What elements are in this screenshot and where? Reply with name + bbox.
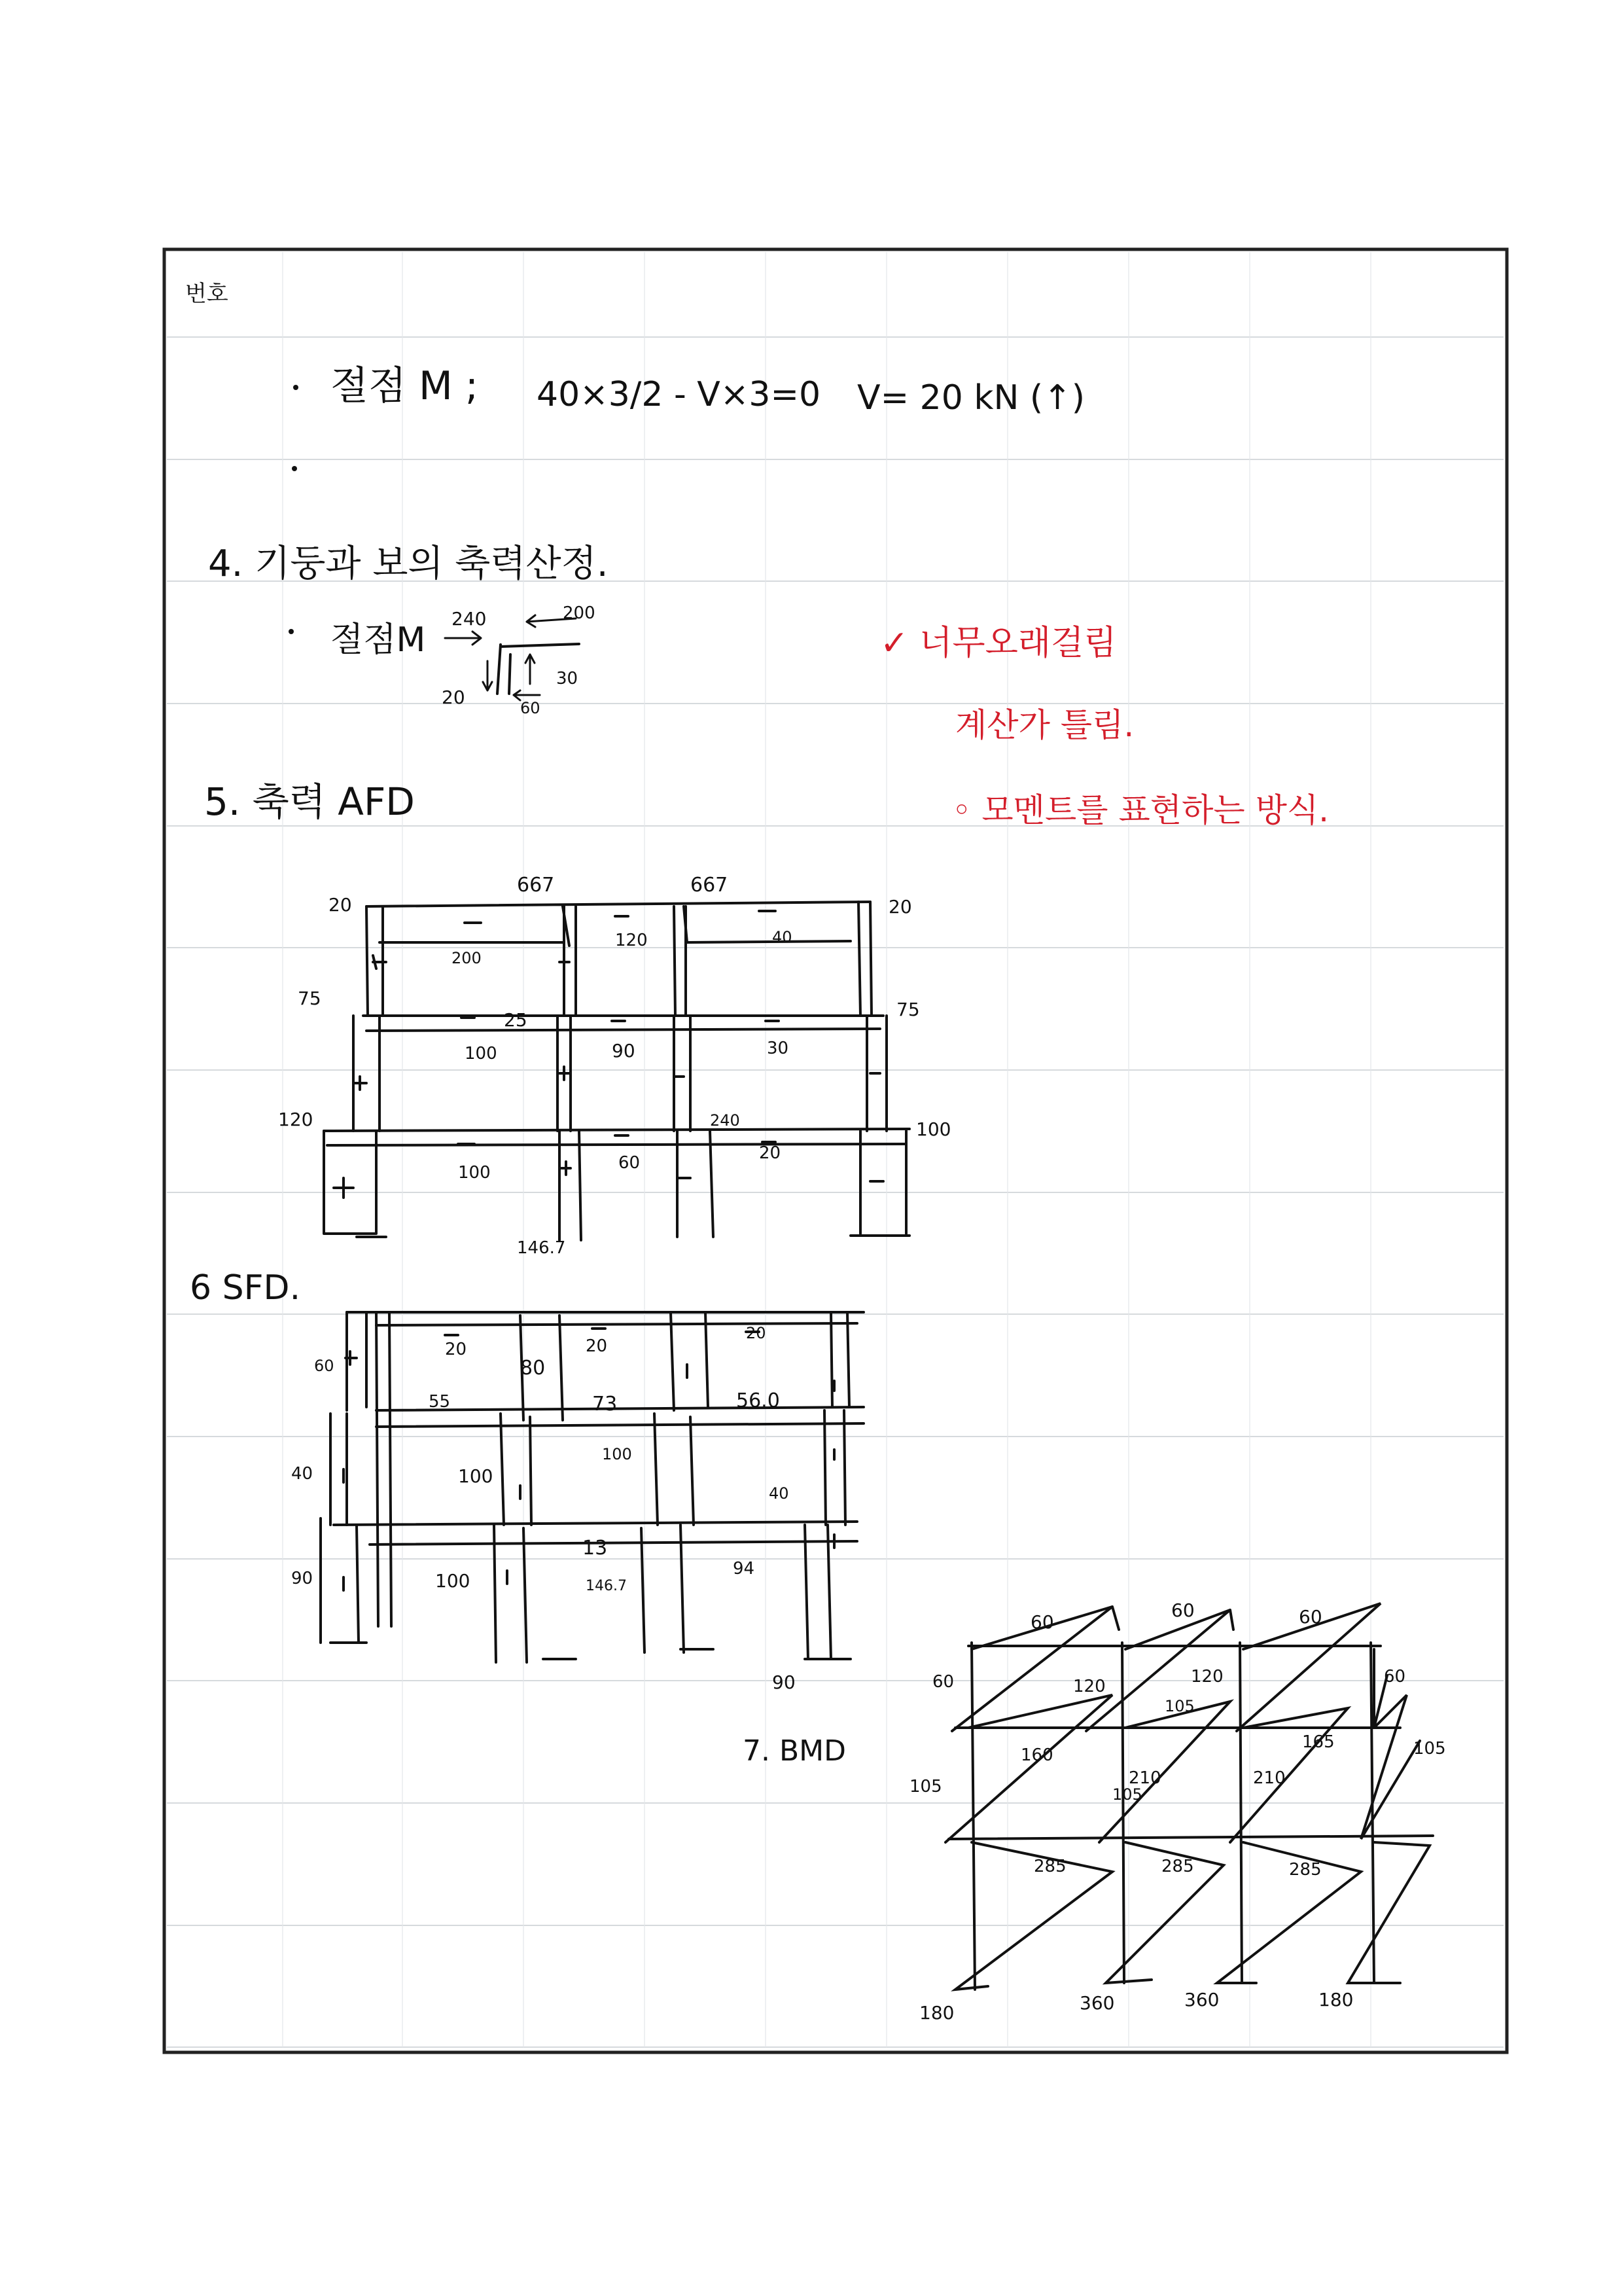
afd-label-6: 40 — [772, 928, 792, 946]
sfd-label-17: 90 — [772, 1671, 796, 1693]
force-label-0: 240 — [451, 608, 487, 630]
afd-label-4: 200 — [451, 949, 482, 967]
force-label-3: 30 — [556, 669, 578, 688]
section-4-title: 4. 기둥과 보의 축력산정. — [208, 543, 609, 585]
bmd-label-15: 285 — [1034, 1857, 1067, 1876]
sfd-label-6: 73 — [592, 1393, 618, 1416]
afd-label-18: 20 — [759, 1143, 781, 1163]
afd-label-2: 667 — [690, 874, 728, 897]
bmd-label-18: 180 — [919, 2002, 955, 2024]
section-5-title: 5. 축력 AFD — [204, 779, 415, 824]
afd-label-10: 100 — [465, 1044, 497, 1063]
comment-line-3: ◦ 모멘트를 표현하는 방식. — [952, 791, 1330, 829]
afd-label-15: 100 — [916, 1118, 951, 1140]
joint-m-label-2: 절점M — [330, 620, 426, 660]
section-4 — [208, 543, 609, 717]
bmd-label-21: 180 — [1318, 1989, 1354, 2010]
red-comment — [880, 624, 1329, 829]
sfd-label-4: 20 — [746, 1324, 766, 1342]
bmd-label-14: 210 — [1253, 1768, 1286, 1788]
sfd-label-7: 56.0 — [736, 1389, 780, 1412]
bmd-label-12: 105 — [1112, 1785, 1142, 1804]
sfd-label-0: 60 — [314, 1357, 334, 1375]
bmd-label-19: 360 — [1080, 1992, 1115, 2014]
afd-label-7: 75 — [298, 988, 321, 1009]
force-label-2: 20 — [442, 687, 465, 708]
section-7 — [743, 1599, 1446, 2024]
sfd-label-11: 40 — [769, 1484, 789, 1503]
afd-label-16: 100 — [458, 1163, 491, 1183]
sfd-label-15: 146.7 — [586, 1578, 627, 1594]
line-1 — [292, 363, 1085, 471]
bmd-label-0: 60 — [1031, 1611, 1054, 1633]
afd-label-3: 20 — [889, 896, 912, 918]
afd-frame-sketch — [324, 902, 909, 1240]
ruled-lines — [167, 252, 1504, 2047]
bmd-label-7: 105 — [909, 1777, 942, 1796]
afd-label-17: 60 — [618, 1153, 641, 1173]
equilibrium-equation: 40×3/2 - V×3=0 — [537, 375, 821, 414]
section-6 — [190, 1268, 864, 1693]
afd-label-5: 120 — [615, 931, 648, 950]
bmd-label-1: 60 — [1171, 1599, 1195, 1621]
force-label-4: 60 — [520, 699, 540, 717]
bmd-label-16: 285 — [1161, 1857, 1194, 1876]
sfd-label-1: 20 — [445, 1340, 467, 1359]
section-5 — [204, 779, 951, 1258]
sfd-label-8: 40 — [291, 1464, 313, 1484]
header-label: 번호 — [185, 281, 228, 307]
section-7-title: 7. BMD — [743, 1734, 846, 1768]
joint-m-label: 절점 M ; — [330, 363, 479, 409]
sfd-label-14: 13 — [582, 1537, 608, 1560]
afd-label-9: 75 — [896, 999, 920, 1020]
page-border — [164, 249, 1507, 2052]
bmd-label-13: 210 — [1129, 1768, 1161, 1788]
afd-label-13: 120 — [278, 1109, 313, 1130]
afd-label-0: 20 — [328, 894, 352, 916]
afd-label-19: 146.7 — [517, 1238, 566, 1258]
sfd-label-12: 90 — [291, 1569, 313, 1588]
bmd-label-2: 60 — [1299, 1606, 1322, 1628]
comment-line-1: ✓ 너무오래걸림 — [880, 624, 1117, 663]
section-6-title: 6 SFD. — [190, 1268, 301, 1308]
comment-line-2: 계산가 틀림. — [955, 706, 1135, 744]
bmd-label-20: 360 — [1184, 1989, 1220, 2010]
bmd-label-4: 120 — [1073, 1677, 1106, 1696]
sfd-label-3: 20 — [586, 1336, 608, 1356]
bmd-label-8: 105 — [1165, 1697, 1195, 1715]
bmd-label-3: 60 — [932, 1672, 955, 1692]
afd-label-1: 667 — [517, 874, 555, 897]
sfd-label-10: 100 — [602, 1445, 632, 1463]
bmd-label-9: 105 — [1413, 1739, 1446, 1759]
sfd-label-16: 94 — [733, 1559, 755, 1579]
sfd-label-5: 55 — [429, 1392, 451, 1412]
bmd-label-10: 160 — [1021, 1745, 1053, 1765]
bmd-label-6: 60 — [1384, 1667, 1406, 1687]
sfd-label-9: 100 — [458, 1465, 493, 1487]
afd-label-11: 90 — [612, 1040, 635, 1062]
afd-label-14: 240 — [710, 1111, 740, 1130]
reaction-result: V= 20 kN (↑) — [857, 378, 1086, 418]
force-label-1: 200 — [563, 603, 595, 623]
sfd-label-13: 100 — [435, 1570, 470, 1592]
bmd-label-11: 165 — [1302, 1732, 1335, 1752]
bmd-frame-sketch — [945, 1603, 1433, 1990]
sfd-label-2: 80 — [520, 1357, 546, 1380]
afd-label-12: 30 — [767, 1039, 789, 1058]
bmd-label-17: 285 — [1289, 1860, 1322, 1880]
bmd-label-5: 120 — [1191, 1667, 1224, 1687]
afd-label-8: 25 — [504, 1009, 527, 1031]
